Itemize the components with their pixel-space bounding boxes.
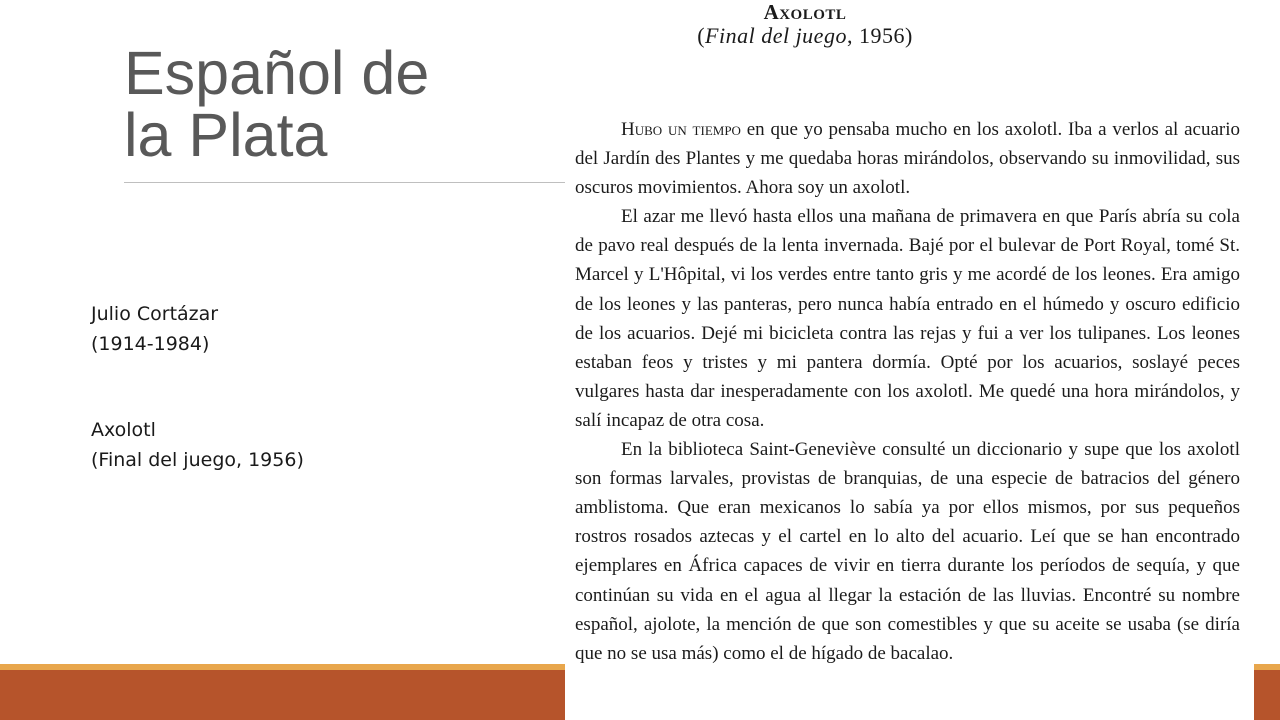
work-title: Axolotl [91, 419, 156, 441]
author-caption [91, 299, 391, 359]
story-paragraph-2 [575, 202, 1240, 435]
story-subtitle-work: Final del juego [705, 23, 847, 48]
book-page-image [565, 0, 1254, 720]
story-subtitle: (Final del juego, 1956) [697, 23, 913, 48]
story-subtitle-year: , 1956) [846, 23, 913, 48]
work-caption [91, 415, 391, 475]
story-title [565, 0, 1225, 48]
author-years: (1914-1984) [91, 333, 210, 355]
story-text [575, 115, 1240, 668]
author-name: Julio Cortázar [91, 303, 219, 325]
story-paragraph-3 [575, 435, 1240, 668]
story-paragraph-text: en que yo pensaba mucho en los axolotl. Iba a verlos al acuario del Jardín des Plantes y me quedaba horas mirándolos, observando su inmovilidad, sus oscuros movimientos. Ahora soy un axolotl. [575, 119, 1240, 199]
story-paragraph-text: En la biblioteca Saint-Geneviève consulté un diccionario y supe que los axolotl son formas larvales, provistas de branquias, de una especie de batracios del género amblistoma. Que eran mexicanos lo sabía ya por ellos mismos, por sus pequeños rostros rosados aztecas y el cartel en lo alto del acuario. Leí que se han encontrado ejemplares en África capaces de vivir en tierra durante los períodos de sequía, y que continúan su vida en el agua al llegar la estación de las lluvias. Encontré su nombre español, ajolote, la mención de que son comestibles y que su aceite se usaba (se diría que no se usa más) como el de hígado de bacalao. [575, 439, 1240, 664]
slide-title-line-2: la Plata [124, 101, 328, 169]
story-title-text: Axolotl [763, 0, 847, 24]
story-lead: Hubo un tiempo [621, 119, 741, 140]
slide-title [124, 39, 544, 169]
story-paragraph-text: El azar me llevó hasta ellos una mañana de primavera en que París abría su cola de pavo real después de la lenta invernada. Bajé por el bulevar de Port Royal, tomé St. Marcel y L'Hôpital, vi los verdes entre tanto gris y me acordé de los leones. Era amigo de los leones y las panteras, pero nunca había entrado en el húmedo y oscuro edificio de los acuarios. Dejé mi bicicleta contra las rejas y fui a ver los tulipanes. Los leones estaban feos y tristes y mi pantera dormía. Opté por los acuarios, soslayé peces vulgares hasta dar inesperadamente con los axolotl. Me quedé una hora mirándolos, y salí incapaz de otra cosa. [575, 206, 1240, 431]
story-paragraph-1 [575, 115, 1240, 202]
slide-title-line-1: Español de [124, 39, 430, 107]
work-source: (Final del juego, 1956) [91, 449, 304, 471]
title-divider [124, 182, 574, 183]
